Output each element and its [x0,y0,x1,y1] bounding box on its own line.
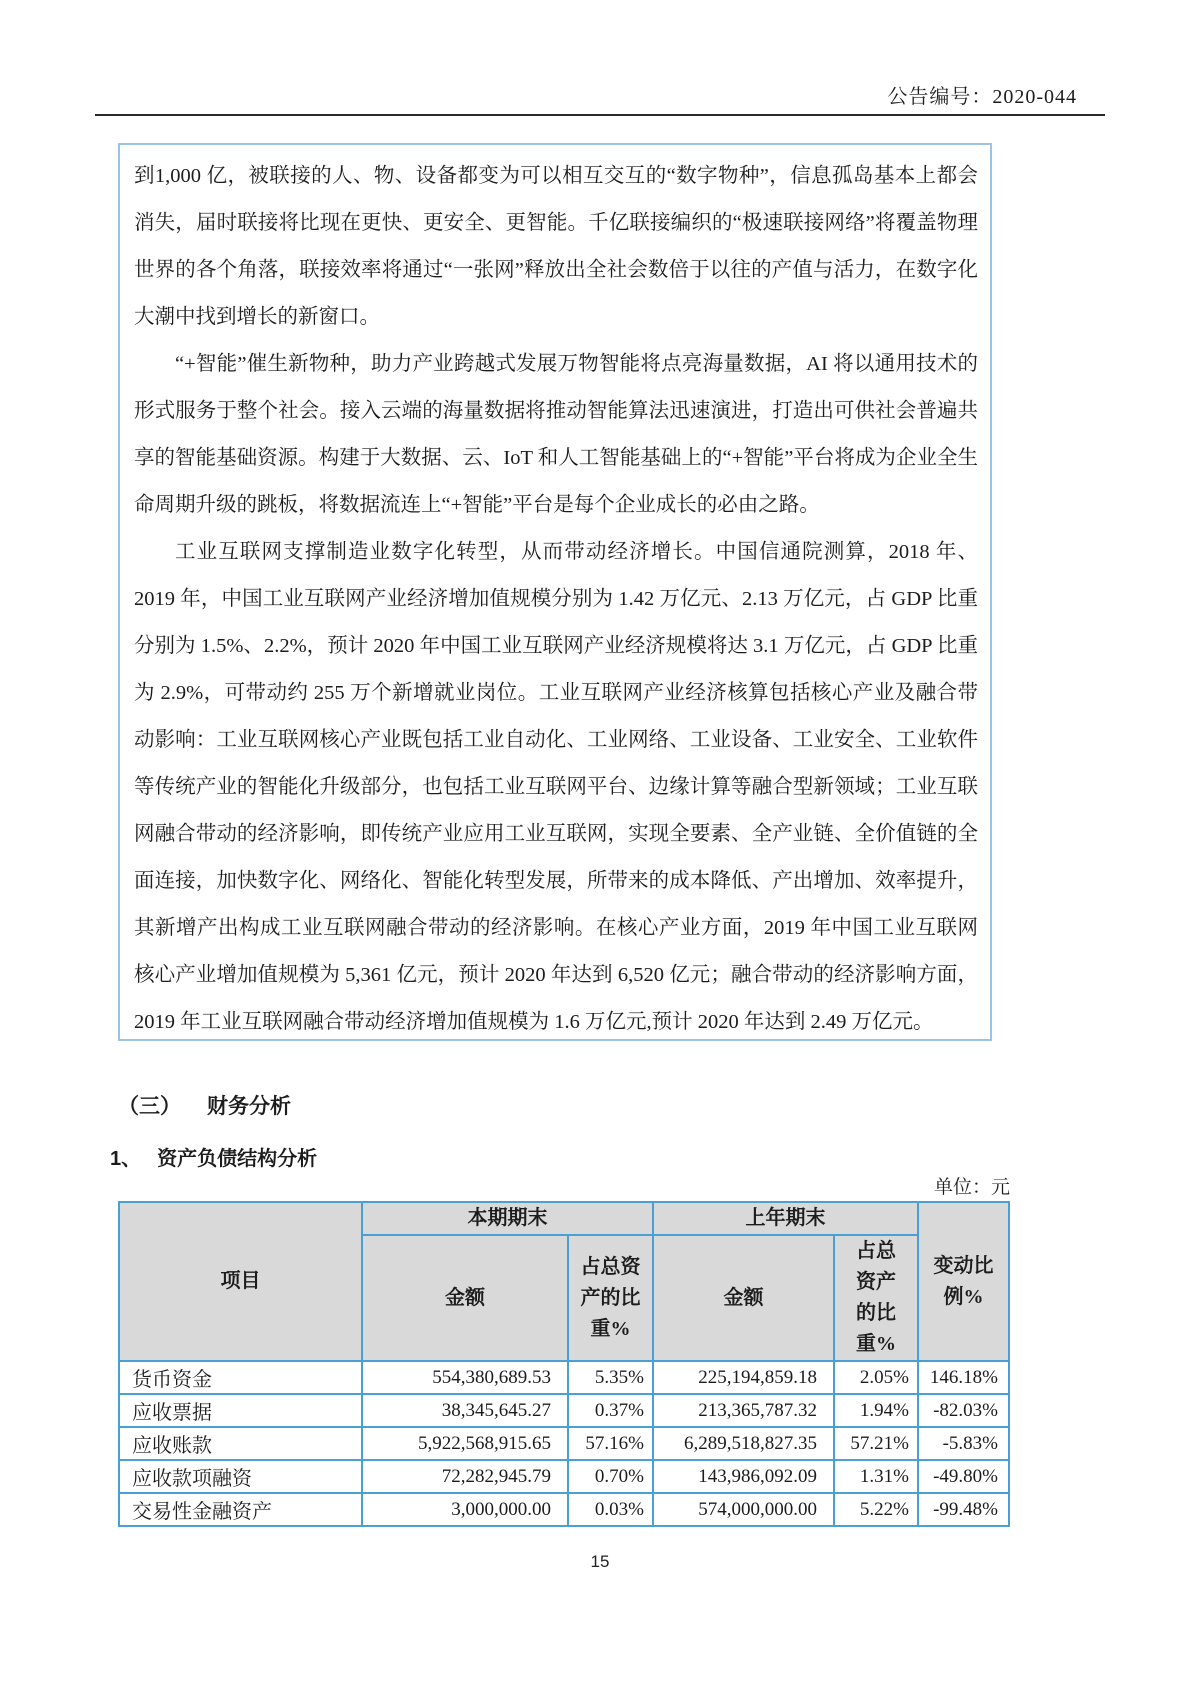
table-row [119,1427,1009,1460]
table-row [119,1361,1009,1394]
table-row [119,1394,1009,1427]
col-header-pct-prior: 占总资产的比重% [834,1235,918,1361]
row-prior-pct: 1.31% [834,1460,918,1493]
col-header-amount-current: 金额 [362,1235,568,1361]
page-number: 15 [590,1552,610,1571]
row-change-ratio: -99.48% [918,1493,1009,1526]
col-header-current-period: 本期期末 [362,1202,653,1235]
paragraph-connectivity: 到1,000 亿，被联接的人、物、设备都变为可以相互交互的“数字物种”，信息孤岛基本上都会消失，届时联接将比现在更快、更安全、更智能。千亿联接编织的“极速联接网络”将覆盖物理世界的各个角落，联接效率将通过“一张网”释放出全社会数倍于以往的产值与活力，在数字化大潮中找到增长的新窗口。 [134,165,978,328]
balance-sheet-structure-table [118,1201,1010,1527]
row-change-ratio: 146.18% [918,1361,1009,1394]
body-text-panel [118,143,992,1041]
announcement-number: 公告编号：2020-044 [887,86,1077,108]
row-prior-pct: 57.21% [834,1427,918,1460]
row-item-label: 应收款项融资 [119,1460,362,1493]
row-item-label: 应收票据 [119,1394,362,1427]
row-current-pct: 0.70% [568,1460,653,1493]
section-heading [118,1090,291,1120]
row-current-pct: 5.35% [568,1361,653,1394]
row-change-ratio: -49.80% [918,1460,1009,1493]
row-change-ratio: -5.83% [918,1427,1009,1460]
row-prior-pct: 2.05% [834,1361,918,1394]
row-current-pct: 0.03% [568,1493,653,1526]
col-header-item: 项目 [119,1202,362,1361]
header-divider [95,114,1105,116]
row-current-amount: 554,380,689.53 [362,1361,568,1394]
col-header-change-ratio: 变动比例% [918,1202,1009,1361]
row-prior-amount: 213,365,787.32 [653,1394,834,1427]
row-prior-pct: 5.22% [834,1493,918,1526]
row-prior-amount: 574,000,000.00 [653,1493,834,1526]
row-prior-amount: 143,986,092.09 [653,1460,834,1493]
section-title: 财务分析 [207,1095,291,1118]
row-current-amount: 72,282,945.79 [362,1460,568,1493]
table-header-row-1 [119,1202,1009,1235]
row-current-amount: 5,922,568,915.65 [362,1427,568,1460]
table-row [119,1460,1009,1493]
paragraph-industrial-internet: 工业互联网支撑制造业数字化转型，从而带动经济增长。中国信通院测算，2018 年、2019 年，中国工业互联网产业经济增加值规模分别为 1.42 万亿元、2.13 万亿元，占 GDP 比重分别为 1.5%、2.2%，预计 2020 年中国工业互联网产业经济规模将达 3.1 万亿元，占 GDP 比重为 2.9%，可带动约 255 万个新增就业岗位。工业互联网产业经济核算包括核心产业及融合带动影响：工业互联网核心产业既包括工业自动化、工业网络、工业设备、工业安全、工业软件等传统产业的智能化升级部分，也包括工业互联网平台、边缘计算等融合型新领域；工业互联网融合带动的经济影响，即传统产业应用工业互联网，实现全要素、全产业链、全价值链的全面连接，加快数字化、网络化、智能化转型发展，所带来的成本降低、产出增加、效率提升，其新增产出构成工业互联网融合带动的经济影响。在核心产业方面，2019 年中国工业互联网核心产业增加值规模为 5,361 亿元，预计 2020 年达到 6,520 亿元；融合带动的经济影响方面，2019 年工业互联网融合带动经济增加值规模为 1.6 万亿元,预计 2020 年达到 2.49 万亿元。 [134,541,978,1033]
row-current-amount: 3,000,000.00 [362,1493,568,1526]
section-number: （三） [118,1095,181,1118]
paragraph-intelligence: “+智能”催生新物种，助力产业跨越式发展万物智能将点亮海量数据，AI 将以通用技术的形式服务于整个社会。接入云端的海量数据将推动智能算法迅速演进，打造出可供社会普遍共享的智能基础资源。构建于大数据、云、IoT 和人工智能基础上的“+智能”平台将成为企业全生命周期升级的跳板，将数据流连上“+智能”平台是每个企业成长的必由之路。 [134,353,978,516]
row-current-pct: 57.16% [568,1427,653,1460]
col-header-amount-prior: 金额 [653,1235,834,1361]
row-prior-amount: 225,194,859.18 [653,1361,834,1394]
row-item-label: 货币资金 [119,1361,362,1394]
subsection-title: 资产负债结构分析 [157,1148,318,1170]
row-change-ratio: -82.03% [918,1394,1009,1427]
table-row [119,1493,1009,1526]
row-item-label: 应收账款 [119,1427,362,1460]
row-prior-pct: 1.94% [834,1394,918,1427]
row-item-label: 交易性金融资产 [119,1493,362,1526]
col-header-pct-current: 占总资产的比重% [568,1235,653,1361]
row-current-amount: 38,345,645.27 [362,1394,568,1427]
subsection-heading [110,1142,317,1171]
row-current-pct: 0.37% [568,1394,653,1427]
subsection-number: 1、 [110,1148,142,1170]
row-prior-amount: 6,289,518,827.35 [653,1427,834,1460]
col-header-prior-period: 上年期末 [653,1202,918,1235]
unit-label: 单位：元 [933,1177,1010,1198]
